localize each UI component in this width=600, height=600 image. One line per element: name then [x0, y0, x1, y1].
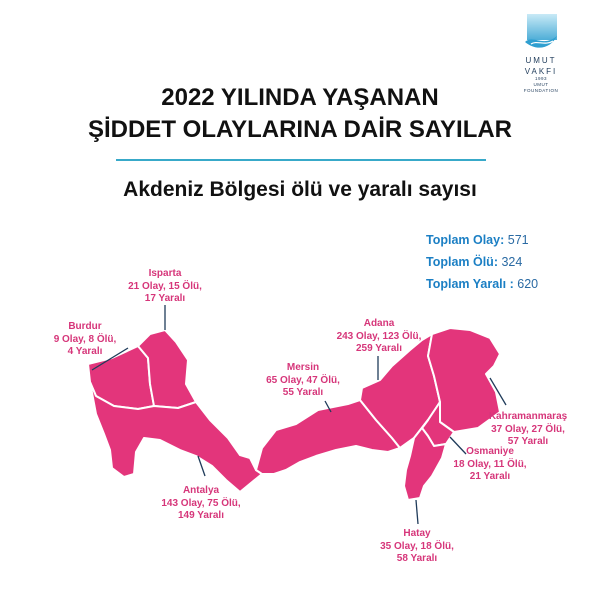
label-mersin-stats-1: 65 Olay, 47 Ölü,: [266, 374, 340, 386]
logo-text-umut-small: UMUT: [533, 82, 549, 87]
label-adana: [320, 318, 438, 356]
total-yarali-value: 620: [517, 277, 539, 291]
label-isparta-stats-2: 17 Yaralı: [144, 293, 186, 304]
total-olay-label: Toplam Olay:: [426, 233, 505, 247]
total-yarali-label: Toplam Yaralı :: [426, 277, 514, 291]
page-subtitle: Akdeniz Bölgesi ölü ve yaralı sayısı: [123, 178, 477, 201]
label-adana-stats-1: 243 Olay, 123 Ölü,: [336, 330, 422, 342]
label-kahramanmaras: [476, 411, 580, 449]
label-antalya-stats-2: 149 Yaralı: [178, 510, 224, 521]
label-mersin: [253, 362, 353, 400]
label-antalya-stats-1: 143 Olay, 75 Ölü,: [161, 497, 241, 509]
label-isparta: [115, 268, 215, 306]
label-adana-name: Adana: [363, 318, 395, 329]
logo-year: 1993: [534, 76, 547, 81]
label-burdur-stats-2: 4 Yaralı: [67, 346, 103, 357]
label-adana-stats-2: 259 Yaralı: [356, 343, 402, 354]
logo-text-foundation: FOUNDATION: [523, 88, 559, 93]
label-osmaniye-stats-1: 18 Olay, 11 Ölü,: [453, 458, 527, 470]
label-mersin-stats-2: 55 Yaralı: [282, 387, 324, 398]
label-burdur: [45, 321, 125, 359]
label-burdur-stats-1: 9 Olay, 8 Ölü,: [53, 333, 117, 345]
title-line-2: ŞİDDET OLAYLARINA DAİR SAYILAR: [87, 116, 513, 143]
label-antalya: [145, 485, 257, 523]
total-olu-label: Toplam Ölü:: [426, 255, 498, 269]
label-kahramanmaras-name: Kahramanmaraş: [488, 411, 568, 422]
total-olu-value: 324: [501, 255, 523, 269]
logo-text-vakfi: VAKFI: [524, 67, 558, 76]
title-line-1: 2022 YILINDA YAŞANAN: [161, 84, 439, 111]
label-hatay-name: Hatay: [403, 528, 431, 539]
leader-hatay: [416, 500, 418, 524]
total-olay-value: 571: [507, 233, 529, 247]
label-isparta-name: Isparta: [148, 268, 182, 279]
label-osmaniye-name: Osmaniye: [466, 446, 514, 457]
label-kahramanmaras-stats-1: 37 Olay, 27 Ölü,: [491, 423, 565, 435]
logo-text-umut: UMUT: [525, 56, 557, 65]
label-isparta-stats-1: 21 Olay, 15 Ölü,: [128, 280, 202, 292]
label-osmaniye-stats-2: 21 Yaralı: [469, 471, 511, 482]
label-mersin-name: Mersin: [286, 362, 320, 373]
label-kahramanmaras-stats-2: 57 Yaralı: [507, 436, 549, 447]
label-burdur-name: Burdur: [68, 321, 102, 332]
label-antalya-name: Antalya: [182, 485, 220, 496]
label-hatay-stats-2: 58 Yaralı: [396, 553, 438, 564]
label-hatay: [367, 528, 467, 566]
label-hatay-stats-1: 35 Olay, 18 Ölü,: [380, 540, 454, 552]
label-osmaniye: [440, 446, 540, 484]
